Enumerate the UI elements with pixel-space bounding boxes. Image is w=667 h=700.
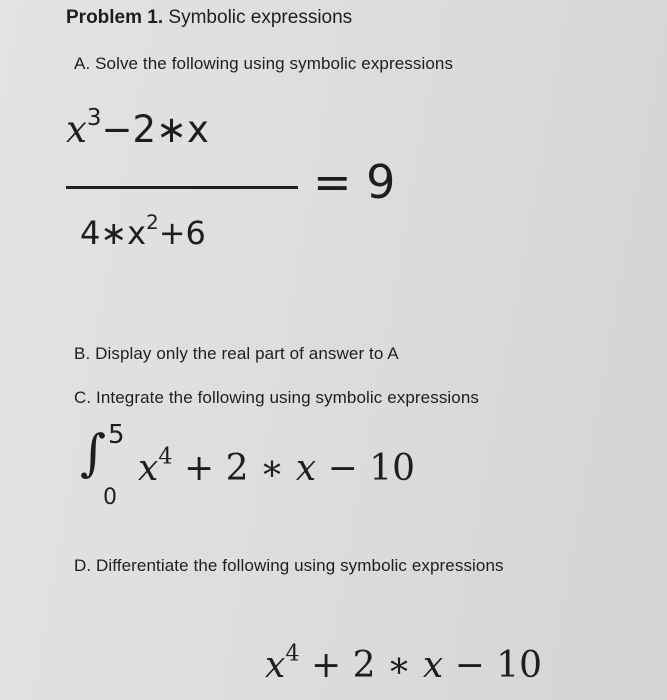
equation-rhs: = 9 xyxy=(313,155,396,209)
part-a-label: A. Solve the following using symbolic expressions xyxy=(74,54,454,73)
integral-sign: ∫ xyxy=(80,424,107,482)
diff-exponent: 4 xyxy=(285,640,300,667)
numerator-rest: −2∗x xyxy=(101,108,209,151)
integrand-variable: x xyxy=(138,448,159,489)
fraction-bar xyxy=(66,186,298,189)
equation-denominator xyxy=(80,211,206,252)
problem-title xyxy=(66,7,352,29)
integrand-expression xyxy=(138,443,415,489)
denominator-prefix: 4∗x xyxy=(80,214,147,252)
diff-variable: x xyxy=(265,645,286,686)
problem-number: Problem 1. xyxy=(66,7,164,28)
numerator-variable: x xyxy=(66,108,87,151)
diff-variable-2: x xyxy=(422,645,444,686)
diff-middle: + 2 ∗ xyxy=(299,645,423,686)
numerator-exponent: 3 xyxy=(86,104,102,131)
integral-upper-limit: 5 xyxy=(108,420,125,450)
integrand-exponent: 4 xyxy=(158,443,173,470)
integral-lower-limit: 0 xyxy=(103,485,117,510)
equation-numerator xyxy=(66,104,209,151)
part-d-label: D. Differentiate the following using symbolic expressions xyxy=(74,556,504,575)
diff-tail: − 10 xyxy=(443,645,542,686)
denominator-rest: +6 xyxy=(158,214,206,252)
differentiate-expression xyxy=(265,640,542,686)
part-b-label: B. Display only the real part of answer to A xyxy=(74,344,399,363)
part-c-label: C. Integrate the following using symbolic expressions xyxy=(74,388,479,407)
integrand-middle: + 2 ∗ xyxy=(172,448,296,489)
denominator-exponent: 2 xyxy=(146,211,159,235)
problem-topic: Symbolic expressions xyxy=(163,7,353,28)
integrand-variable-2: x xyxy=(295,448,317,489)
integrand-tail: − 10 xyxy=(316,448,415,489)
